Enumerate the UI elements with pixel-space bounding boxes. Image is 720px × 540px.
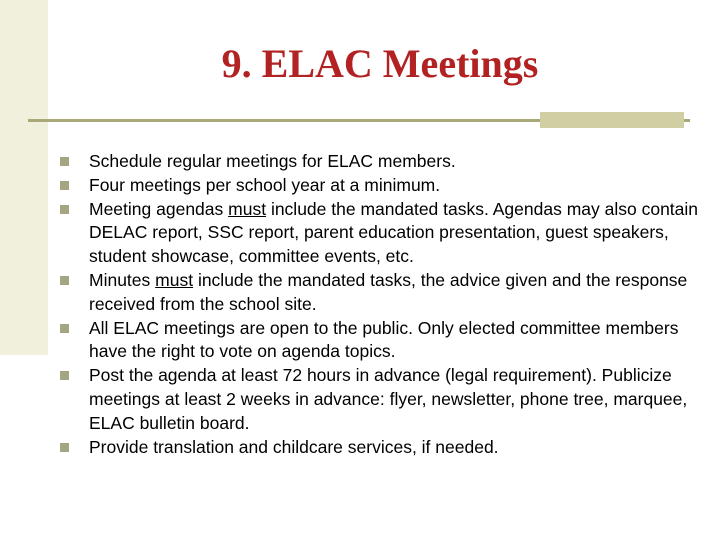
bullet-text-part: Meeting agendas [89, 198, 229, 219]
square-bullet-icon [60, 157, 69, 166]
title-divider-accent [540, 112, 684, 128]
bullet-text-part: include the mandated tasks. Agendas may also contain DELAC report, SSC report, parent education presentation, guest speakers, student showcase, committee events, etc. [89, 198, 699, 267]
square-bullet-icon [60, 443, 69, 452]
square-bullet-icon [60, 205, 69, 214]
bullet-text: Four meetings per school year at a minimum. [89, 174, 441, 195]
bullet-four-meetings [60, 174, 700, 198]
bullet-text-part: include the mandated tasks, the advice given and the response received from the school site. [89, 269, 688, 314]
slide-title: 9. ELAC Meetings [221, 41, 539, 86]
square-bullet-icon [60, 276, 69, 285]
bullet-text [89, 270, 687, 314]
underlined-emphasis: must [155, 269, 194, 290]
underlined-emphasis: must [228, 198, 267, 219]
bullet-text-part: Minutes [89, 269, 156, 290]
square-bullet-icon [60, 324, 69, 333]
bullet-minutes [60, 269, 700, 317]
bullet-schedule-meetings [60, 150, 700, 174]
bullet-open-to-public [60, 317, 700, 365]
bullet-post-agenda [60, 364, 700, 435]
bullet-text: Post the agenda at least 72 hours in advance (legal requirement). Publicize meetings at least 2 weeks in advance: flyer, newsletter, phone tree, marquee, ELAC bulletin board. [89, 365, 688, 433]
bullet-meeting-agendas [60, 198, 700, 269]
bullet-list [60, 150, 700, 459]
bullet-text: Provide translation and childcare services, if needed. [89, 436, 499, 457]
bullet-text: Schedule regular meetings for ELAC members. [89, 151, 456, 171]
square-bullet-icon [60, 181, 69, 190]
square-bullet-icon [60, 371, 69, 380]
bullet-translation-childcare [60, 436, 700, 460]
bullet-text: All ELAC meetings are open to the public. Only elected committee members have the right to vote on agenda topics. [89, 317, 679, 362]
bullet-text [89, 199, 698, 267]
